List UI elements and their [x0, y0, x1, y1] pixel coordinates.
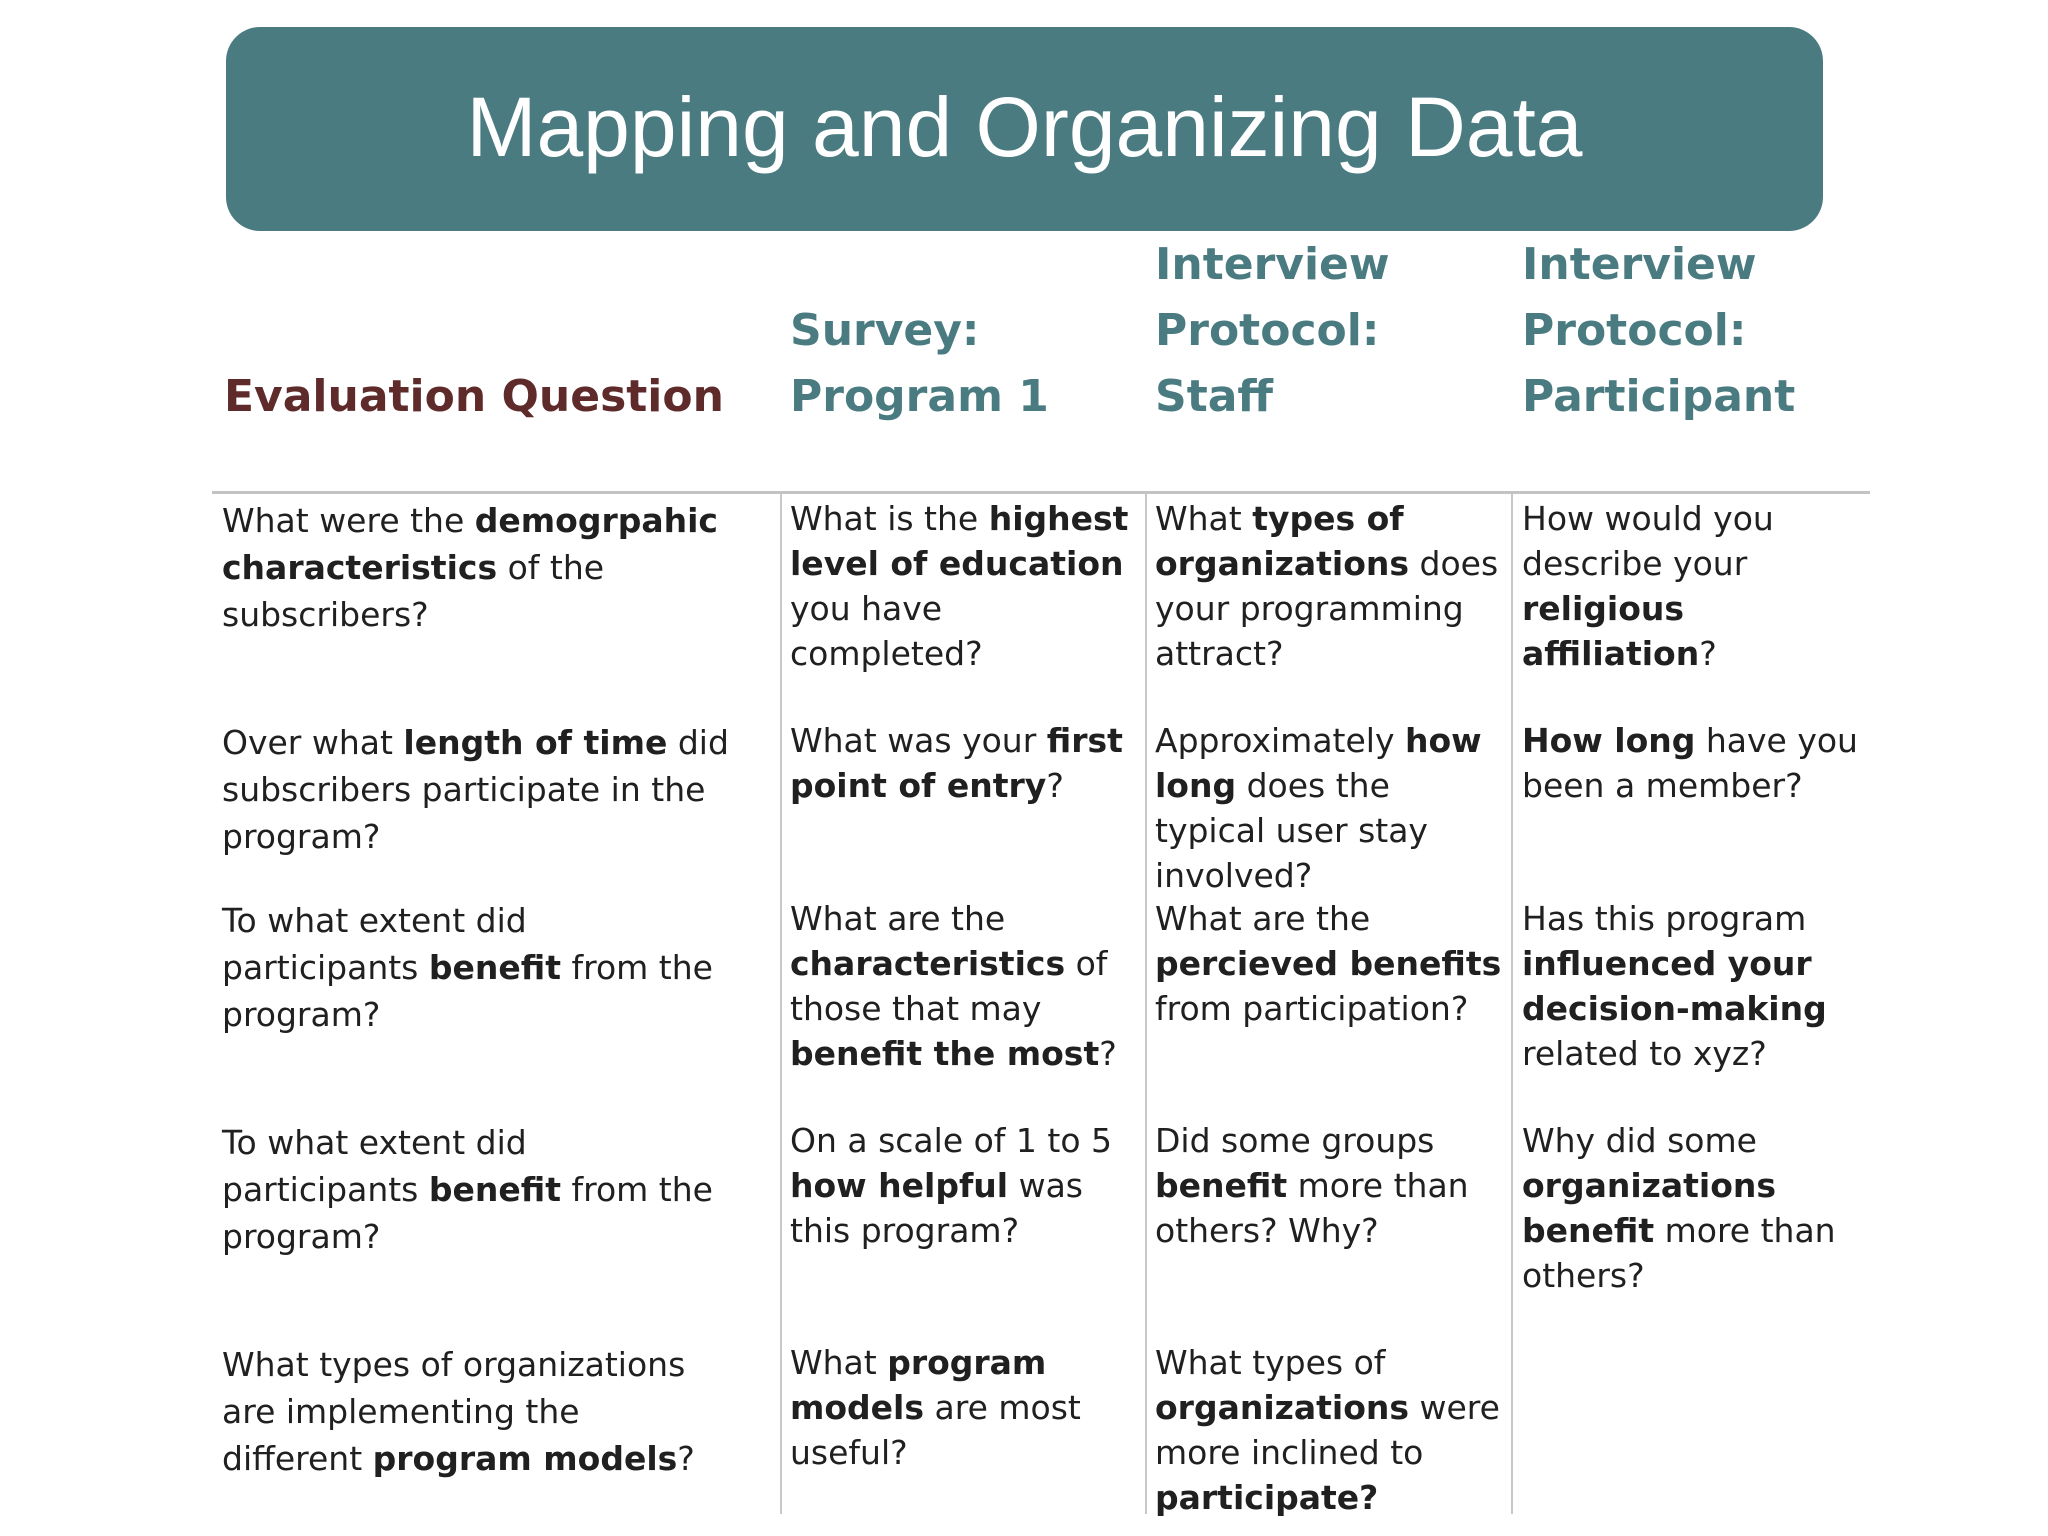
text: What were the [222, 501, 475, 540]
cell-line [222, 1166, 713, 1213]
text: Why did some [1522, 1121, 1757, 1160]
text: your programming [1155, 589, 1464, 628]
text: Has this program [1522, 899, 1807, 938]
text: you have [790, 589, 943, 628]
text: useful? [790, 1433, 908, 1472]
text: program? [222, 995, 381, 1034]
text: What [1155, 499, 1253, 538]
text: from participation? [1155, 989, 1469, 1028]
text: completed? [790, 634, 983, 673]
header-line: Interview [1522, 239, 1757, 290]
text: Approximately [1155, 721, 1405, 760]
text: does the [1236, 766, 1390, 805]
bold-text: benefit [1522, 1211, 1655, 1250]
header-evaluation-question [224, 364, 724, 430]
text: does [1409, 544, 1499, 583]
cell-line [222, 1341, 695, 1388]
text: more than [1287, 1166, 1469, 1205]
header-line: Survey: [790, 305, 980, 356]
bold-text: religious [1522, 589, 1685, 628]
bold-text: types of [1252, 499, 1404, 538]
cell-line [222, 991, 713, 1038]
bold-text: demogrpahic [474, 501, 718, 540]
text: What [790, 1343, 888, 1382]
cell-line [790, 1385, 1081, 1430]
table-cell-participant [1522, 896, 1827, 1076]
cell-line [1522, 986, 1827, 1031]
text: describe your [1522, 544, 1748, 583]
cell-line [1522, 1163, 1836, 1208]
text: participants [222, 1170, 429, 1209]
table-cell-eval [222, 719, 729, 860]
text: this program? [790, 1211, 1020, 1250]
text: of the [497, 548, 605, 587]
table-cell-participant [1522, 496, 1774, 676]
bold-text: How long [1522, 721, 1696, 760]
text: been a member? [1522, 766, 1803, 805]
text: On a scale of 1 to 5 [790, 1121, 1113, 1160]
text: were [1409, 1388, 1500, 1427]
table-cell-staff [1155, 496, 1498, 676]
text: did [667, 723, 729, 762]
text: typical user stay [1155, 811, 1428, 850]
text: participants [222, 948, 429, 987]
cell-line [790, 1340, 1081, 1385]
text: What is the [790, 499, 989, 538]
text: What was your [790, 721, 1047, 760]
header-line: Participant [1522, 371, 1796, 422]
text: What are the [1155, 899, 1371, 938]
cell-line [222, 766, 729, 813]
text: are most [924, 1388, 1081, 1427]
column-divider [1145, 494, 1147, 1514]
header-line: Program 1 [790, 371, 1049, 422]
cell-line [1522, 1253, 1836, 1298]
cell-line [1522, 586, 1774, 631]
cell-line [790, 1118, 1112, 1163]
text: those that may [790, 989, 1042, 1028]
bold-text: percieved benefits [1155, 944, 1502, 983]
cell-line [222, 1435, 695, 1482]
cell-line [1522, 763, 1858, 808]
cell-line [790, 631, 1128, 676]
header-line: Protocol: [1155, 305, 1380, 356]
text: To what extent did [222, 901, 527, 940]
text: program? [222, 817, 381, 856]
cell-line [1155, 763, 1482, 808]
text: attract? [1155, 634, 1284, 673]
table-cell-eval [222, 897, 713, 1038]
text: different [222, 1439, 373, 1478]
cell-line [790, 541, 1128, 586]
bold-text: influenced your [1522, 944, 1812, 983]
bold-text: organizations [1155, 544, 1410, 583]
text: ? [677, 1439, 695, 1478]
cell-line [1155, 541, 1498, 586]
header-line: Staff [1155, 371, 1274, 422]
cell-line [1155, 808, 1482, 853]
cell-line [222, 897, 713, 944]
cell-line [790, 1163, 1112, 1208]
cell-line [790, 896, 1117, 941]
text: others? [1522, 1256, 1645, 1295]
text: related to xyz? [1522, 1034, 1767, 1073]
bold-text: benefit [428, 948, 561, 987]
bold-text: program models [372, 1439, 678, 1478]
table-cell-participant [1522, 1118, 1836, 1298]
text: What are the [790, 899, 1006, 938]
table-cell-eval [222, 1119, 713, 1260]
table-cell-survey [790, 1340, 1081, 1475]
cell-line [1522, 541, 1774, 586]
cell-line [790, 1208, 1112, 1253]
bold-text: benefit the most [790, 1034, 1100, 1073]
bold-text: affiliation [1522, 634, 1700, 673]
bold-text: program [887, 1343, 1047, 1382]
cell-line [790, 763, 1123, 808]
text: Did some groups [1155, 1121, 1435, 1160]
header-interview-participant [1522, 232, 1795, 430]
cell-line [790, 941, 1117, 986]
header-line: Interview [1155, 239, 1390, 290]
cell-line [1155, 718, 1482, 763]
text: Over what [222, 723, 404, 762]
cell-line [790, 986, 1117, 1031]
cell-line [222, 497, 718, 544]
cell-line [1155, 986, 1501, 1031]
text: from the [561, 1170, 713, 1209]
cell-line [222, 1213, 713, 1260]
text: ? [1099, 1034, 1117, 1073]
header-line: Evaluation Question [224, 371, 724, 422]
cell-line [1155, 896, 1501, 941]
text: was [1008, 1166, 1084, 1205]
text: ? [1046, 766, 1064, 805]
cell-line [1522, 896, 1827, 941]
cell-line [1155, 631, 1498, 676]
cell-line [222, 1388, 695, 1435]
text: subscribers? [222, 595, 429, 634]
cell-line [222, 944, 713, 991]
header-survey [790, 298, 1049, 430]
cell-line [222, 813, 729, 860]
cell-line [790, 496, 1128, 541]
bold-text: point of entry [790, 766, 1047, 805]
cell-line [1155, 1475, 1500, 1520]
cell-line [1522, 631, 1774, 676]
cell-line [1522, 496, 1774, 541]
table-cell-participant [1522, 718, 1858, 808]
text: more inclined to [1155, 1433, 1424, 1472]
text: others? Why? [1155, 1211, 1379, 1250]
header-interview-staff [1155, 232, 1390, 430]
cell-line [222, 719, 729, 766]
table-cell-survey [790, 896, 1117, 1076]
cell-line [1155, 496, 1498, 541]
text: How would you [1522, 499, 1774, 538]
text: To what extent did [222, 1123, 527, 1162]
column-divider [1511, 494, 1513, 1514]
table-cell-survey [790, 496, 1128, 676]
cell-line [1522, 941, 1827, 986]
table-cell-staff [1155, 1118, 1469, 1253]
header-line: Protocol: [1522, 305, 1747, 356]
cell-line [222, 591, 718, 638]
table-cell-survey [790, 1118, 1112, 1253]
title-banner [226, 27, 1823, 231]
cell-line [1155, 1208, 1469, 1253]
cell-line [1155, 1118, 1469, 1163]
bold-text: organizations [1522, 1166, 1777, 1205]
cell-line [1522, 718, 1858, 763]
text: ? [1699, 634, 1717, 673]
table-cell-staff [1155, 896, 1501, 1031]
cell-line [1522, 1118, 1836, 1163]
bold-text: benefit [428, 1170, 561, 1209]
bold-text: benefit [1155, 1166, 1288, 1205]
bold-text: characteristics [222, 548, 498, 587]
table-cell-staff [1155, 1340, 1500, 1520]
bold-text: long [1155, 766, 1237, 805]
bold-text: how helpful [790, 1166, 1009, 1205]
cell-line [1155, 1430, 1500, 1475]
cell-line [1155, 1385, 1500, 1430]
table-cell-staff [1155, 718, 1482, 898]
cell-line [1522, 1208, 1836, 1253]
bold-text: how [1404, 721, 1482, 760]
header-divider [212, 491, 1870, 494]
text: have you [1695, 721, 1858, 760]
cell-line [1155, 1340, 1500, 1385]
text: involved? [1155, 856, 1313, 895]
text: program? [222, 1217, 381, 1256]
text: more than [1654, 1211, 1836, 1250]
bold-text: level of education [790, 544, 1124, 583]
text: subscribers participate in the [222, 770, 706, 809]
cell-line [790, 718, 1123, 763]
cell-line [1155, 586, 1498, 631]
text: What types of [1155, 1343, 1386, 1382]
cell-line [790, 1430, 1081, 1475]
cell-line [1155, 853, 1482, 898]
cell-line [790, 1031, 1117, 1076]
bold-text: length of time [403, 723, 668, 762]
text: are implementing the [222, 1392, 580, 1431]
bold-text: models [790, 1388, 925, 1427]
bold-text: first [1046, 721, 1123, 760]
text: What types of organizations [222, 1345, 686, 1384]
cell-line [1155, 1163, 1469, 1208]
table-cell-eval [222, 1341, 695, 1482]
bold-text: decision-making [1522, 989, 1827, 1028]
cell-line [1155, 941, 1501, 986]
cell-line [1522, 1031, 1827, 1076]
bold-text: characteristics [790, 944, 1066, 983]
slide-title: Mapping and Organizing Data [466, 79, 1583, 174]
bold-text: highest [988, 499, 1129, 538]
text: of [1065, 944, 1108, 983]
table-cell-survey [790, 718, 1123, 808]
bold-text: organizations [1155, 1388, 1410, 1427]
cell-line [790, 586, 1128, 631]
text: from the [561, 948, 713, 987]
column-divider [780, 494, 782, 1514]
table-cell-eval [222, 497, 718, 638]
cell-line [222, 544, 718, 591]
bold-text: participate? [1155, 1478, 1379, 1517]
cell-line [222, 1119, 713, 1166]
